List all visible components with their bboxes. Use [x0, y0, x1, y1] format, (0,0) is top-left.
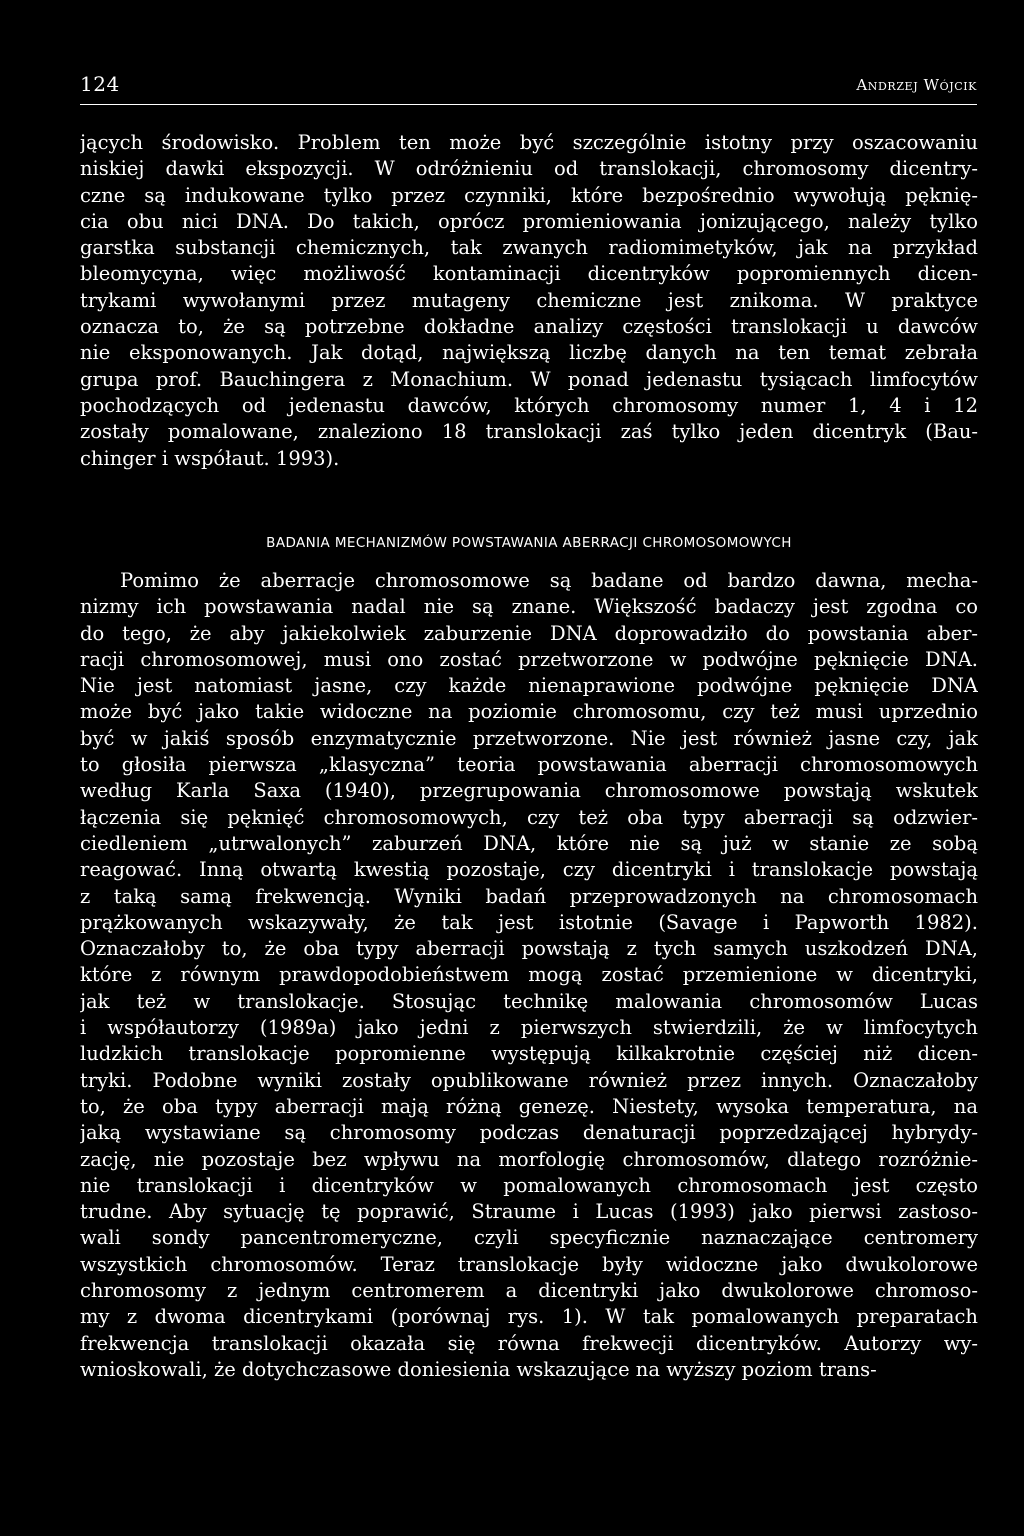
text-line: jak też w translokacje. Stosując technikę malowania chromosomów Lucas: [80, 989, 978, 1013]
text-line: ciedleniem „utrwalonych” zaburzeń DNA, które nie są już w stanie ze sobą: [80, 831, 978, 855]
section-heading: BADANIA MECHANIZMÓW POWSTAWANIA ABERRACJI CHROMOSOMOWYCH: [266, 535, 792, 551]
text-line: chinger i współaut. 1993).: [80, 446, 340, 470]
text-line: i współautorzy (1989a) jako jedni z pierwszych stwierdzili, że w limfocytych: [80, 1016, 978, 1040]
text-line: grupa prof. Bauchingera z Monachium. W ponad jedenastu tysiącach limfocytów: [80, 367, 978, 391]
paragraph-mechanisms: [80, 568, 978, 1383]
text-line: Nie jest natomiast jasne, czy każde nienaprawione podwójne pęknięcie DNA: [80, 674, 978, 698]
text-line: bleomycyna, więc możliwość kontaminacji dicentryków popromiennych dicen-: [80, 262, 978, 286]
text-line: cia obu nici DNA. Do takich, oprócz promieniowania jonizującego, należy tylko: [80, 209, 978, 233]
page-header: [80, 70, 977, 105]
text-line: trudne. Aby sytuację tę poprawić, Straume i Lucas (1993) jako pierwsi zastoso-: [80, 1200, 978, 1224]
text-line: nie eksponowanych. Jak dotąd, największą liczbę danych na ten temat zebrała: [80, 341, 978, 365]
page-number: 124: [80, 72, 120, 96]
text-line: reagować. Inną otwartą kwestią pozostaje, czy dicentryki i translokacje powstają: [80, 858, 978, 882]
text-line: niskiej dawki ekspozycji. W odróżnieniu od translokacji, chromosomy dicentry-: [80, 157, 978, 181]
text-line: tryki. Podobne wyniki zostały opublikowane również przez innych. Oznaczałoby: [80, 1068, 978, 1092]
text-line: nie translokacji i dicentryków w pomalowanych chromosomach jest często: [80, 1173, 978, 1197]
text-line: to, że oba typy aberracji mają różną genezę. Niestety, wysoka temperatura, na: [80, 1094, 978, 1118]
text-line: Oznaczałoby to, że oba typy aberracji powstają z tych samych uszkodzeń DNA,: [80, 937, 978, 961]
text-line: zostały pomalowane, znaleziono 18 translokacji zaś tylko jeden dicentryk (Bau-: [80, 420, 978, 444]
paragraph-intro: [80, 130, 978, 472]
text-line: garstka substancji chemicznych, tak zwanych radiomimetyków, jak na przykład: [80, 236, 978, 260]
text-line: według Karla Saxa (1940), przegrupowania chromosomowe powstają wskutek: [80, 779, 978, 803]
text-line: wnioskowali, że dotychczasowe doniesienia wskazujące na wyższy poziom trans-: [80, 1357, 877, 1381]
text-line: racji chromosomowej, musi ono zostać przetworzone w podwójne pęknięcie DNA.: [80, 647, 978, 671]
text-line: do tego, że aby jakiekolwiek zaburzenie DNA doprowadziło do powstania aber-: [80, 621, 978, 645]
text-line: czne są indukowane tylko przez czynniki, które bezpośrednio wywołują pęknię-: [80, 183, 978, 207]
text-line: nizmy ich powstawania nadal nie są znane. Większość badaczy jest zgodna co: [80, 595, 978, 619]
text-line: oznacza to, że są potrzebne dokładne analizy częstości translokacji u dawców: [80, 315, 978, 339]
text-line: które z równym prawdopodobieństwem mogą zostać przemienione w dicentryki,: [80, 963, 978, 987]
text-line: wszystkich chromosomów. Teraz translokacje były widoczne jako dwukolorowe: [80, 1252, 978, 1276]
text-line: z taką samą frekwencją. Wyniki badań przeprowadzonych na chromosomach: [80, 884, 978, 908]
text-line: my z dwoma dicentrykami (porównaj rys. 1). W tak pomalowanych preparatach: [80, 1305, 978, 1329]
text-line: prążkowanych wskazywały, że tak jest istotnie (Savage i Papworth 1982).: [80, 910, 978, 934]
text-line: być w jakiś sposób enzymatycznie przetworzone. Nie jest również jasne czy, jak: [80, 726, 978, 750]
text-line: jaką wystawiane są chromosomy podczas denaturacji poprzedzającej hybrydy-: [80, 1121, 978, 1145]
text-line: ludzkich translokacje popromienne występują kilkakrotnie częściej niż dicen-: [80, 1042, 978, 1066]
text-line: może być jako takie widoczne na poziomie chromosomu, czy też musi uprzednio: [80, 700, 978, 724]
text-line: wali sondy pancentromeryczne, czyli specyficznie naznaczające centromery: [80, 1226, 978, 1250]
running-head-author: Andrzej Wójcik: [856, 76, 977, 94]
text-line: chromosomy z jednym centromerem a dicentryki jako dwukolorowe chromoso-: [80, 1279, 978, 1303]
text-line: łączenia się pęknięć chromosomowych, czy też oba typy aberracji są odzwier-: [80, 805, 978, 829]
text-line: zację, nie pozostaje bez wpływu na morfologię chromosomów, dlatego rozróżnie-: [80, 1147, 978, 1171]
text-line: to głosiła pierwsza „klasyczna” teoria powstawania aberracji chromosomowych: [80, 753, 978, 777]
text-line: Pomimo że aberracje chromosomowe są badane od bardzo dawna, mecha-: [120, 569, 978, 592]
text-line: frekwencja translokacji okazała się równa frekwecji dicentryków. Autorzy wy-: [80, 1331, 978, 1355]
text-line: pochodzących od jedenastu dawców, których chromosomy numer 1, 4 i 12: [80, 393, 978, 417]
text-line: jących środowisko. Problem ten może być szczególnie istotny przy oszacowaniu: [80, 131, 978, 154]
text-line: trykami wywołanymi przez mutageny chemiczne jest znikoma. W praktyce: [80, 288, 978, 312]
